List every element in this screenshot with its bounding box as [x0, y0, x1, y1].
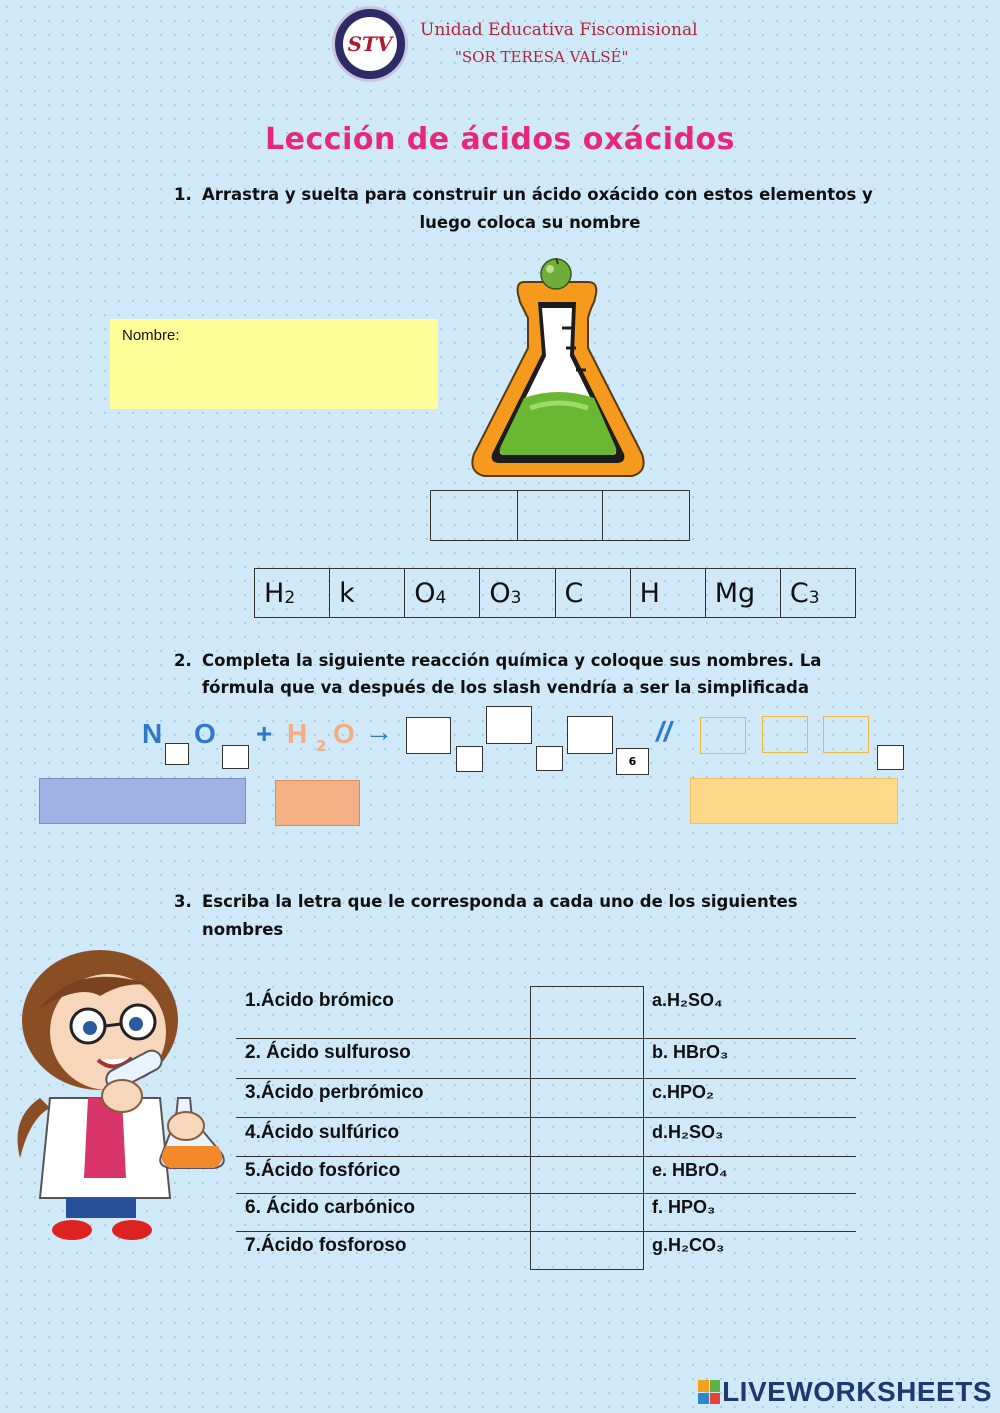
element-symbol: C — [789, 577, 809, 609]
question-2 — [174, 647, 854, 675]
question-text-line2: fórmula que va después de los slash vendría a ser la simplificada — [202, 678, 809, 697]
element-tile[interactable] — [480, 569, 555, 617]
liveworksheets-logo: LIVEWORKSHEETS — [722, 1376, 992, 1407]
liveworksheets-badge-icon — [698, 1380, 720, 1404]
question-3-line2 — [202, 916, 882, 944]
scientist-girl-image — [10, 948, 238, 1248]
element-symbol: H — [639, 577, 660, 609]
question-number: 1. — [174, 185, 192, 204]
question-text-line2: nombres — [202, 920, 284, 939]
o-subscript-box[interactable] — [222, 745, 249, 769]
element-symbol: O — [489, 577, 511, 609]
element-tile[interactable] — [330, 569, 405, 617]
logo-text: STV — [343, 17, 397, 71]
acid-name: 7.Ácido fosforoso — [245, 1235, 407, 1256]
arrow-icon: → — [365, 716, 393, 747]
acid-name: 2. Ácido sulfuroso — [245, 1042, 411, 1063]
question-1 — [174, 181, 874, 209]
flask-drop-box-2[interactable] — [517, 490, 603, 541]
element-subscript: 3 — [808, 588, 820, 608]
element-tile[interactable] — [631, 569, 706, 617]
row-divider — [236, 1038, 856, 1039]
element-symbol: O — [414, 577, 436, 609]
matching-table — [236, 986, 856, 1270]
simplified-box-2[interactable] — [762, 716, 808, 753]
element-tile[interactable] — [556, 569, 631, 617]
question-3 — [174, 888, 854, 916]
acid-name: 1.Ácido brómico — [245, 990, 394, 1011]
acid-formula: b. HBrO₃ — [652, 1042, 729, 1062]
acid-formula: f. HPO₃ — [652, 1197, 716, 1217]
flask-drop-box-3[interactable] — [602, 490, 690, 541]
row-divider — [236, 1156, 856, 1157]
question-text-line2: luego coloca su nombre — [419, 213, 641, 232]
element-symbol: k — [339, 577, 355, 609]
school-subtitle: "SOR TERESA VALSÉ" — [455, 48, 629, 66]
water-o: O — [333, 718, 355, 749]
reactant-o: O — [194, 718, 216, 749]
name-label: Nombre: — [122, 327, 180, 344]
water-name-box[interactable] — [275, 780, 360, 826]
element-symbol: C — [564, 577, 584, 609]
element-subscript: 4 — [435, 588, 447, 608]
element-symbol: H — [264, 577, 285, 609]
school-logo — [332, 6, 408, 82]
product-subscript-1[interactable] — [456, 746, 483, 772]
flask-drop-box-1[interactable] — [430, 490, 518, 541]
element-tile[interactable] — [255, 569, 330, 617]
n-subscript-box[interactable] — [165, 743, 189, 765]
question-number: 2. — [174, 651, 192, 670]
acid-formula: d.H₂SO₃ — [652, 1122, 724, 1142]
page-title: Lección de ácidos oxácidos — [265, 122, 735, 157]
row-divider — [236, 1078, 856, 1079]
simplified-box-1[interactable] — [700, 717, 746, 754]
acid-formula: g.H₂CO₃ — [652, 1235, 725, 1255]
element-tile[interactable] — [405, 569, 480, 617]
row-divider — [236, 1231, 856, 1232]
acid-formula: a.H₂SO₄ — [652, 990, 723, 1010]
element-subscript: 3 — [510, 588, 522, 608]
product-box-3[interactable] — [567, 716, 613, 754]
acid-formula: c.HPO₂ — [652, 1082, 715, 1102]
question-text-line1: Escriba la letra que le corresponda a cada uno de los siguientes — [202, 892, 798, 911]
question-number: 3. — [174, 892, 192, 911]
question-2-line2 — [202, 674, 882, 702]
acid-name: 6. Ácido carbónico — [245, 1197, 415, 1218]
fixed-subscript — [616, 748, 649, 775]
reactant-name-box[interactable] — [39, 778, 246, 824]
question-text-line1: Arrastra y suelta para construir un ácido oxácido con estos elementos y — [202, 185, 873, 204]
row-divider — [236, 1193, 856, 1194]
element-subscript: 2 — [284, 588, 296, 608]
water-h-subscript: 2 — [316, 737, 327, 755]
fixed-subscript-value: 6 — [628, 755, 637, 768]
element-strip — [254, 568, 856, 618]
slash-separator: // — [656, 716, 672, 747]
flask-image — [466, 258, 650, 484]
product-subscript-2[interactable] — [536, 746, 563, 771]
simplified-box-3[interactable] — [823, 716, 869, 753]
acid-name: 3.Ácido perbrómico — [245, 1082, 424, 1103]
water-h: H — [287, 718, 308, 749]
product-name-box[interactable] — [690, 778, 898, 824]
element-tile[interactable] — [706, 569, 781, 617]
acid-name: 4.Ácido sulfúrico — [245, 1122, 400, 1143]
plus-sign: + — [256, 718, 273, 749]
answer-column[interactable] — [530, 986, 644, 1270]
name-answer-box[interactable] — [110, 319, 438, 409]
product-box-2[interactable] — [486, 706, 532, 744]
question-text-line1: Completa la siguiente reacción química y coloque sus nombres. La — [202, 651, 822, 670]
school-name: Unidad Educativa Fiscomisional — [420, 20, 698, 40]
acid-formula: e. HBrO₄ — [652, 1160, 728, 1180]
element-tile[interactable] — [781, 569, 855, 617]
row-divider — [236, 1117, 856, 1118]
simplified-subscript[interactable] — [877, 745, 904, 770]
element-symbol: Mg — [714, 577, 756, 609]
question-1-line2 — [0, 209, 1000, 237]
reactant-n: N — [142, 718, 163, 749]
product-box-1[interactable] — [406, 717, 451, 754]
acid-name: 5.Ácido fosfórico — [245, 1160, 401, 1181]
